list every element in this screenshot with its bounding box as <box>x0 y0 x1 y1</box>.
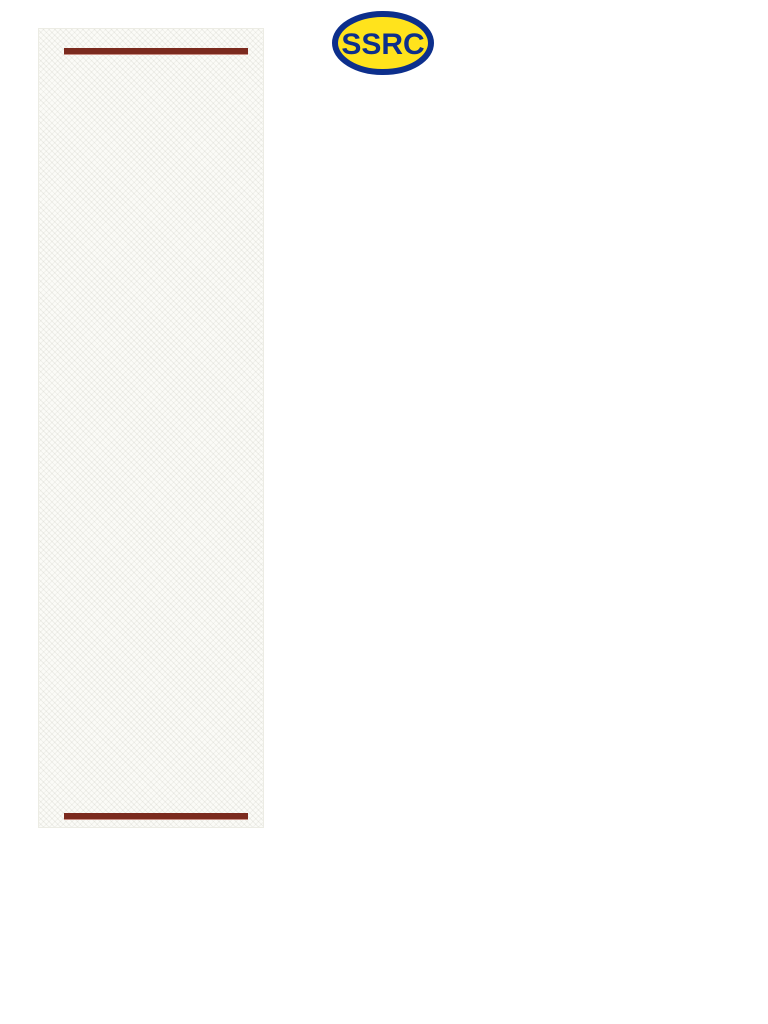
page-number <box>376 928 392 948</box>
board-member-list <box>64 398 254 552</box>
brief-items <box>64 96 254 316</box>
ssrc-logo <box>331 10 435 76</box>
sidebar-top-rule <box>64 48 248 55</box>
ssrc-logo-text: SSRC <box>341 28 425 61</box>
issue-date <box>580 44 710 64</box>
article-sections <box>88 540 688 920</box>
